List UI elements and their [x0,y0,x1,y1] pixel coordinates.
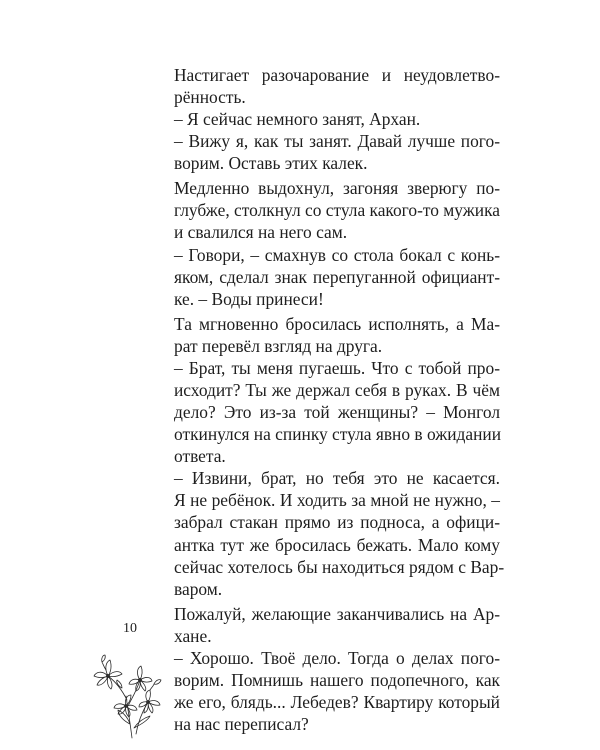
text-line: и свалился на него сам. [174,222,348,243]
text-line: глубже, столкнул со стула какого-то мужика [174,200,500,221]
text-line: Та мгновенно бросилась исполнять, а Ма- [174,313,500,334]
text-line: хане. [174,625,212,646]
text-line: ворим. Помнишь нашего подопечного, как [174,669,500,690]
text-line: рённость. [174,87,246,108]
text-line: ответа. [174,446,226,467]
text-line: Я не ребёнок. И ходить за мной не нужно, – [174,490,500,511]
text-line: – Вижу я, как ты занят. Давай лучше пого- [174,131,500,152]
text-line: Настигает разочарование и неудовлетво- [174,65,500,85]
flower-ornament-icon [92,640,166,740]
text-line: антка тут же бросилась бежать. Мало кому [174,534,500,555]
text-line: – Брат, ты меня пугаешь. Что с тобой про- [174,357,500,378]
text-line: варом. [174,578,223,599]
text-line: забрал стакан прямо из подноса, а офици- [174,512,500,533]
text-line: яком, сделал знак перепуганной официант- [174,266,500,287]
text-line: на нас переписал? [174,714,309,735]
text-line: ке. – Воды принеси! [174,288,324,309]
text-line: рат перевёл взгляд на друга. [174,335,383,356]
text-line: – Хорошо. Твоё дело. Тогда о делах пого- [174,647,500,668]
text-line: ворим. Оставь этих калек. [174,153,368,174]
page-number: 10 [123,621,137,636]
text-line: исходит? Ты же держал себя в руках. В чём [174,379,500,400]
body-text [174,64,505,735]
text-line: же его, блядь... Лебедев? Квартиру который [174,692,500,713]
text-line: – Я сейчас немного занят, Архан. [174,109,421,130]
text-line: – Говори, – смахнув со стола бокал с конь- [174,244,500,265]
text-line: Медленно выдохнул, загоняя зверюгу по- [174,178,500,199]
text-line: Пожалуй, желающие заканчивались на Ар- [174,603,500,624]
text-line: – Извини, брат, но тебя это не касается. [174,468,500,489]
text-line: сейчас хотелось бы находиться рядом с Вар- [174,556,505,577]
text-line: откинулся на спинку стула явно в ожидании [174,424,502,445]
text-line: дело? Это из-за той женщины? – Монгол [174,402,500,422]
